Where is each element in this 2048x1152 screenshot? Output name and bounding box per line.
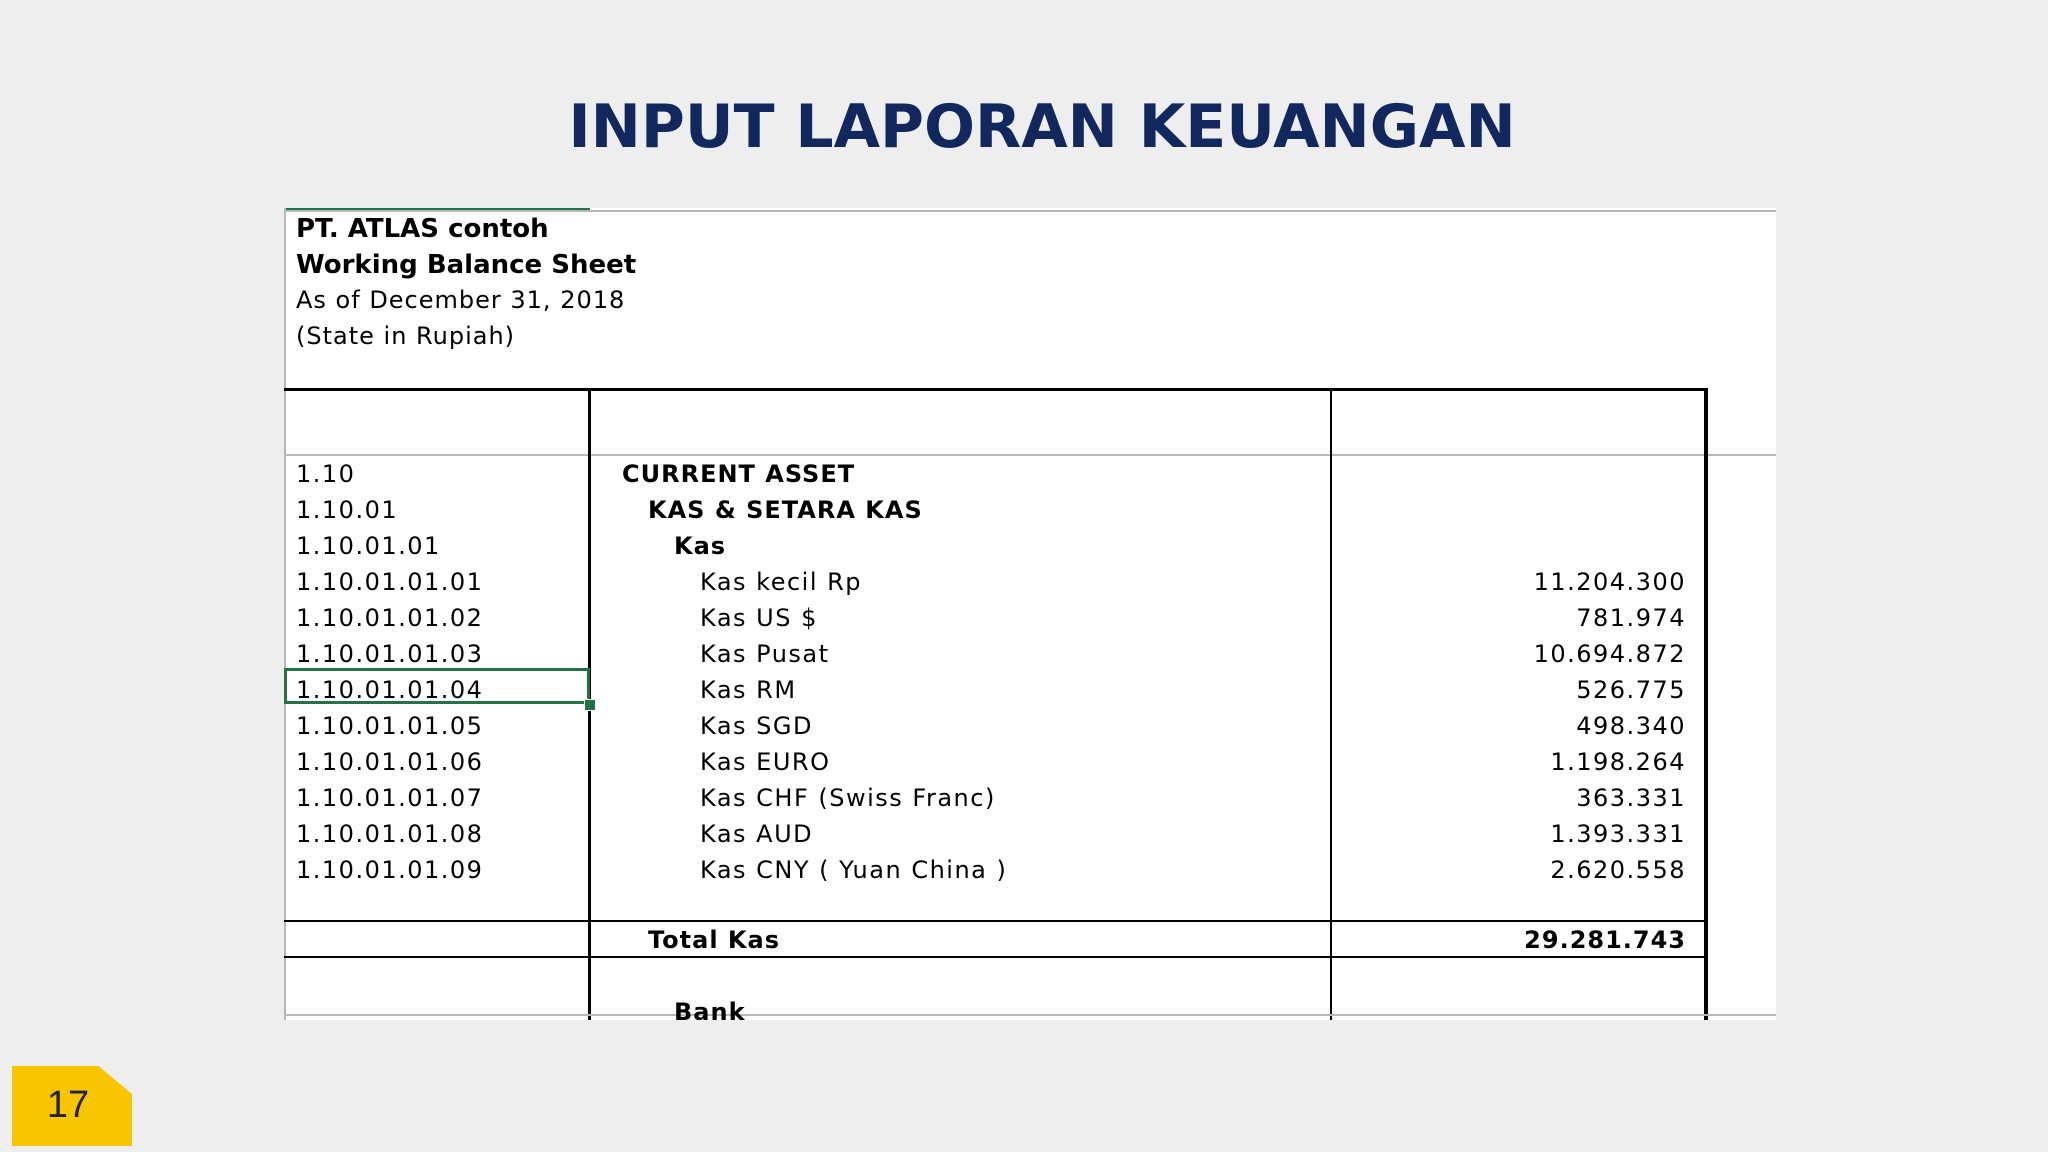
account-code: 1.10.01.01.06 — [296, 748, 484, 776]
account-name: Kas kecil Rp — [700, 568, 863, 596]
account-amount: 11.204.300 — [1533, 568, 1686, 596]
selected-cell-outline[interactable] — [284, 668, 590, 704]
page-number: 17 — [46, 1084, 90, 1126]
account-amount: 2.620.558 — [1550, 856, 1686, 884]
account-name: Kas US $ — [700, 604, 818, 632]
slide-title: INPUT LAPORAN KEUANGAN — [568, 92, 1516, 162]
fill-handle[interactable] — [584, 699, 596, 711]
account-code: 1.10.01.01.01 — [296, 568, 484, 596]
account-name: Kas CNY ( Yuan China ) — [700, 856, 1008, 884]
account-name: Kas EURO — [700, 748, 831, 776]
account-code: 1.10 — [296, 460, 356, 488]
account-code: 1.10.01.01.02 — [296, 604, 484, 632]
currency-note: (State in Rupiah) — [296, 322, 516, 350]
account-amount: 498.340 — [1576, 712, 1686, 740]
account-amount: 781.974 — [1576, 604, 1686, 632]
bank-section-label: Bank — [674, 998, 746, 1020]
account-name: Kas CHF (Swiss Franc) — [700, 784, 996, 812]
account-amount: 1.198.264 — [1550, 748, 1686, 776]
total-label: Total Kas — [648, 926, 780, 954]
account-code: 1.10.01.01.03 — [296, 640, 484, 668]
account-amount: 1.393.331 — [1550, 820, 1686, 848]
account-name: CURRENT ASSET — [622, 460, 856, 488]
account-amount: 526.775 — [1576, 676, 1686, 704]
account-code: 1.10.01.01.09 — [296, 856, 484, 884]
report-date: As of December 31, 2018 — [296, 286, 626, 314]
account-code: 1.10.01.01.07 — [296, 784, 484, 812]
company-name: PT. ATLAS contoh — [296, 214, 549, 244]
account-code: 1.10.01.01.08 — [296, 820, 484, 848]
account-amount: 10.694.872 — [1533, 640, 1686, 668]
account-amount: 363.331 — [1576, 784, 1686, 812]
account-name: Kas RM — [700, 676, 797, 704]
account-code: 1.10.01.01 — [296, 532, 441, 560]
account-name: Kas — [674, 532, 727, 560]
account-code: 1.10.01 — [296, 496, 399, 524]
account-code[interactable]: 1.10.01.01.04 — [296, 676, 484, 704]
total-amount: 29.281.743 — [1524, 926, 1686, 954]
report-name: Working Balance Sheet — [296, 250, 637, 280]
spreadsheet-screenshot — [284, 208, 1776, 1020]
account-name: Kas AUD — [700, 820, 814, 848]
account-code: 1.10.01.01.05 — [296, 712, 484, 740]
account-name: KAS & SETARA KAS — [648, 496, 923, 524]
account-name: Kas SGD — [700, 712, 813, 740]
account-name: Kas Pusat — [700, 640, 830, 668]
